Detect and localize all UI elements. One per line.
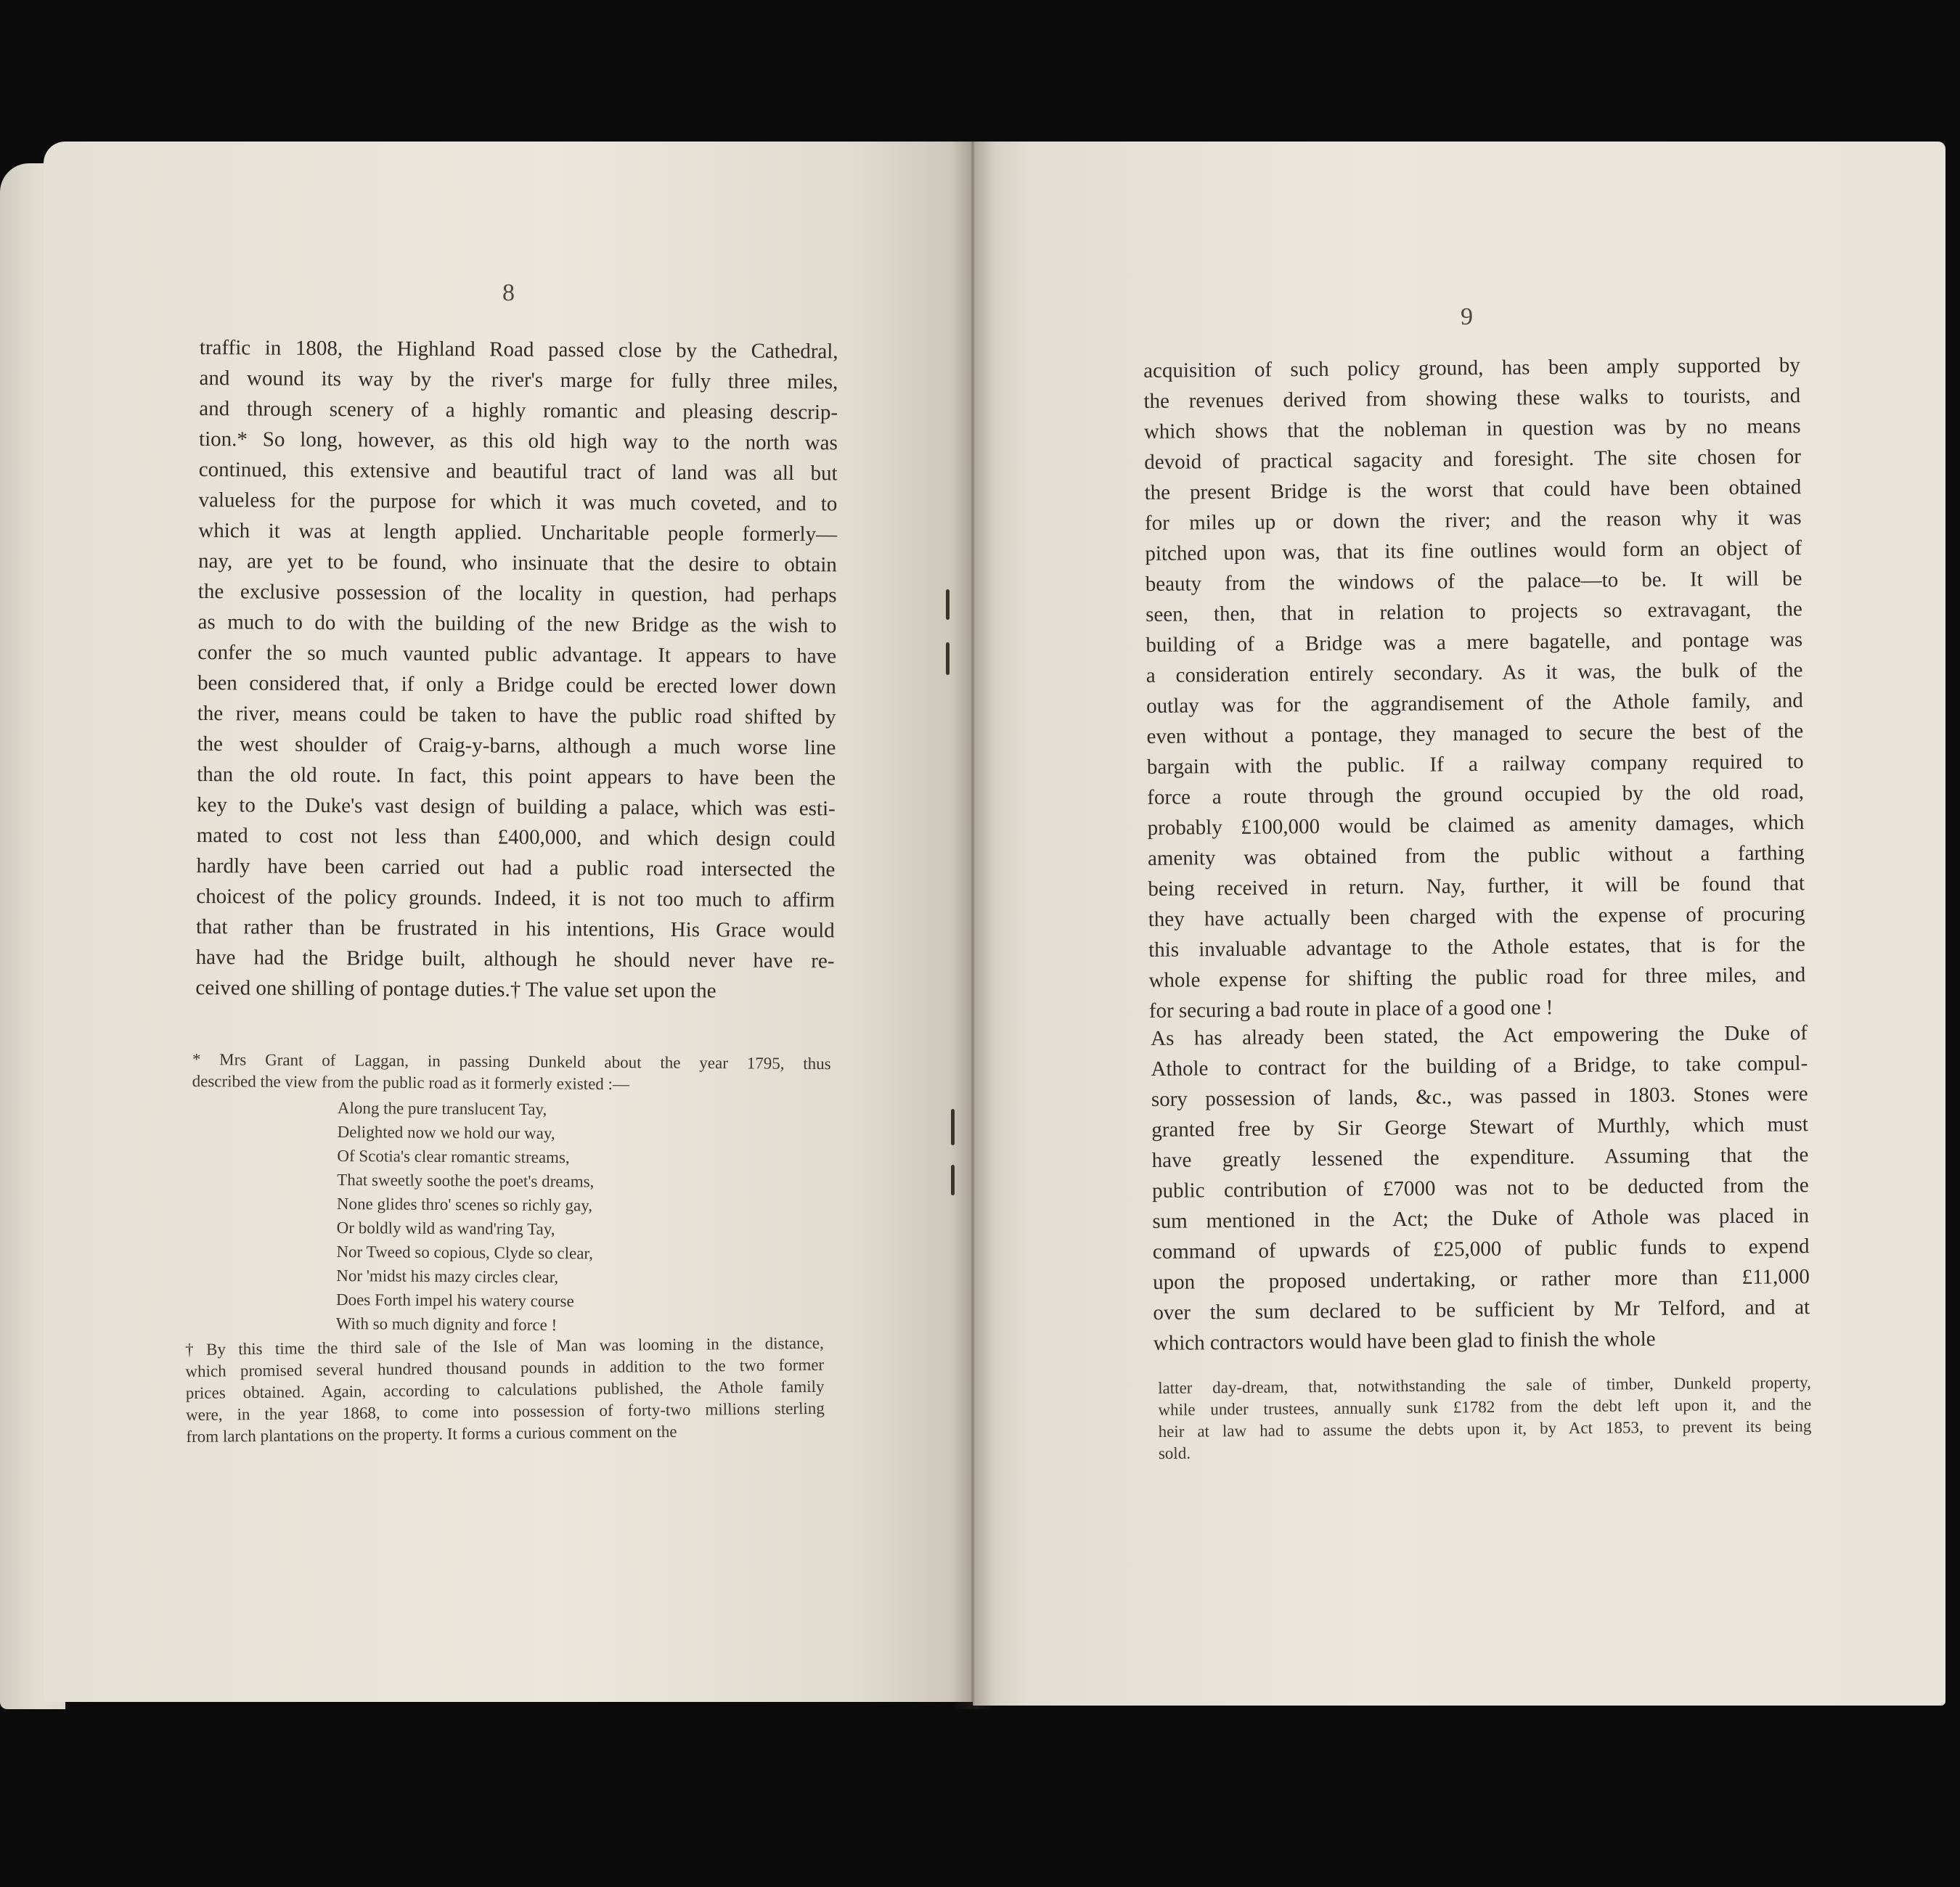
poem-line: Nor Tweed so copious, Clyde so clear, <box>336 1242 594 1263</box>
text-line: whole expense for shifting the public road for three miles, and <box>1148 963 1806 992</box>
text-line: have greatly lessened the expenditure. Assuming that the <box>1151 1143 1809 1172</box>
text-line: the exclusive possession of the locality in question, had perhaps <box>197 579 837 607</box>
footnote-line: which promised several hundred thousand pounds in addition to the two former <box>185 1355 825 1380</box>
poem-line: Or boldly wild as wand'ring Tay, <box>336 1218 555 1239</box>
text-line: and through scenery of a highly romantic and pleasing descrip- <box>199 396 838 425</box>
poem-line: Delighted now we hold our way, <box>337 1122 555 1143</box>
footnote-line: * Mrs Grant of Laggan, in passing Dunkeld about the year 1795, thus <box>192 1050 831 1073</box>
footnote-line: while under trustees, annually sunk £1782 from the debt left upon it, and the <box>1158 1395 1812 1419</box>
text-line: public contribution of £7000 was not to be deducted from the <box>1151 1174 1809 1203</box>
text-line: the river, means could be taken to have the public road shifted by <box>197 701 836 729</box>
text-line: been considered that, if only a Bridge could be erected lower down <box>197 671 836 699</box>
text-line: confer the so much vaunted public advantage. It appears to have <box>197 640 837 668</box>
text-line: have had the Bridge built, although he should never have re- <box>195 945 835 973</box>
poem-line: Along the pure translucent Tay, <box>337 1098 547 1119</box>
poem-line: With so much dignity and force ! <box>335 1314 558 1335</box>
page-number-right: 9 <box>1461 303 1473 330</box>
right-footnote <box>1158 1372 1812 1465</box>
text-line: for miles up or down the river; and the reason why it was <box>1144 506 1802 535</box>
text-line: which it was at length applied. Uncharitable people formerly— <box>198 518 838 547</box>
text-line: bargain with the public. If a railway company required to <box>1146 750 1804 779</box>
text-line: As has already been stated, the Act empowering the Duke of <box>1151 1021 1808 1050</box>
text-line: over the sum declared to be sufficient by Mr Telford, and at <box>1153 1295 1810 1325</box>
text-line: choicest of the policy grounds. Indeed, it is not too much to affirm <box>196 884 836 912</box>
right-body-text-paragraph-2 <box>1151 1018 1810 1359</box>
text-line: command of upwards of £25,000 of public funds to expend <box>1152 1235 1810 1264</box>
text-line: acquisition of such policy ground, has been amply supported by <box>1143 353 1800 382</box>
poem-line: Nor 'midst his mazy circles clear, <box>336 1266 559 1287</box>
text-line: seen, then, that in relation to projects so extravagant, the <box>1145 597 1802 626</box>
binding-stitch <box>946 642 950 675</box>
page-number-left: 8 <box>502 279 515 306</box>
text-line: being received in return. Nay, further, it will be found that <box>1148 872 1805 901</box>
text-line: tion.* So long, however, as this old high way to the north was <box>199 427 838 455</box>
text-line: the west shoulder of Craig-y-barns, although a much worse line <box>197 732 836 760</box>
text-line: force a route through the ground occupied by the old road, <box>1147 780 1805 809</box>
text-line: ceived one shilling of pontage duties.† The value set upon the <box>195 975 716 1003</box>
footnote-poem <box>336 1096 701 1338</box>
text-line: which shows that the nobleman in question was by no means <box>1143 414 1801 443</box>
text-line: granted free by Sir George Stewart of Murthly, which must <box>1151 1113 1809 1142</box>
footnote-line: heir at law had to assume the debts upon it, by Act 1853, to prevent its being <box>1158 1417 1812 1441</box>
text-line: building of a Bridge was a mere bagatelle, and pontage was <box>1146 628 1803 657</box>
text-line: mated to cost not less than £400,000, and which design could <box>196 823 836 851</box>
binding-stitch <box>946 589 950 620</box>
text-line: upon the proposed undertaking, or rather more than £11,000 <box>1152 1265 1810 1294</box>
footnote-line: prices obtained. Again, according to calculations published, the Athole family <box>185 1377 825 1402</box>
poem-line: That sweetly soothe the poet's dreams, <box>337 1170 595 1191</box>
text-line: for securing a bad route in place of a good one ! <box>1148 996 1553 1023</box>
left-footnote-dagger <box>185 1333 825 1448</box>
text-line: that rather than be frustrated in his intentions, His Grace would <box>195 914 835 943</box>
poem-line: Does Forth impel his watery course <box>335 1290 574 1311</box>
text-line: a consideration entirely secondary. As it was, the bulk of the <box>1146 658 1803 687</box>
footnote-line: sold. <box>1158 1444 1191 1462</box>
text-line: hardly have been carried out had a public road intersected the <box>196 854 836 882</box>
poem-line: Of Scotia's clear romantic streams, <box>337 1146 570 1167</box>
text-line: continued, this extensive and beautiful tract of land was all but <box>198 457 838 486</box>
footnote-line: from larch plantations on the property. It forms a curious comment on the <box>186 1422 677 1446</box>
text-line: pitched upon was, that its fine outlines would form an object of <box>1145 536 1802 565</box>
text-line: key to the Duke's vast design of building a palace, which was esti- <box>196 793 836 821</box>
poem-line: None glides thro' scenes so richly gay, <box>336 1194 593 1215</box>
text-line: Athole to contract for the building of a Bridge, to take compul- <box>1151 1052 1808 1081</box>
left-footnote-star <box>192 1049 831 1097</box>
text-line: the revenues derived from showing these walks to tourists, and <box>1143 384 1801 413</box>
text-line: devoid of practical sagacity and foresight. The site chosen for <box>1144 445 1802 474</box>
text-line: sum mentioned in the Act; the Duke of Athole was placed in <box>1152 1204 1810 1233</box>
text-line: traffic in 1808, the Highland Road passed close by the Cathedral, <box>199 335 838 364</box>
text-line: and wound its way by the river's marge for fully three miles, <box>199 366 838 394</box>
footnote-line: latter day-dream, that, notwithstanding the sale of timber, Dunkeld property, <box>1158 1373 1811 1397</box>
text-line: as much to do with the building of the new Bridge as the wish to <box>197 610 837 638</box>
text-line: sory possession of lands, &c., was passed in 1803. Stones were <box>1151 1082 1808 1111</box>
text-line: which contractors would have been glad to finish the whole <box>1153 1327 1656 1355</box>
footnote-line: † By this time the third sale of the Isle of Man was looming in the distance, <box>185 1333 824 1359</box>
text-line: valueless for the purpose for which it was much coveted, and to <box>198 488 838 516</box>
text-line: probably £100,000 would be claimed as amenity damages, which <box>1147 811 1805 840</box>
text-line: than the old route. In fact, this point appears to have been the <box>197 762 836 790</box>
text-line: the present Bridge is the worst that could have been obtained <box>1144 475 1802 504</box>
binding-stitch <box>951 1165 955 1195</box>
text-line: beauty from the windows of the palace—to be. It will be <box>1145 567 1802 596</box>
text-line: they have actually been charged with the expense of procuring <box>1148 902 1805 931</box>
footnote-line: described the view from the public road as it formerly existed :— <box>192 1071 630 1094</box>
text-line: even without a pontage, they managed to secure the best of the <box>1146 719 1804 748</box>
text-line: outlay was for the aggrandisement of the Athole family, and <box>1146 689 1803 718</box>
footnote-line: were, in the year 1868, to come into possession of forty-two millions sterling <box>185 1399 825 1424</box>
text-line: this invaluable advantage to the Athole estates, that is for the <box>1148 933 1805 962</box>
text-line: nay, are yet to be found, who insinuate that the desire to obtain <box>197 549 837 577</box>
binding-stitch <box>951 1109 955 1145</box>
right-body-text <box>1143 350 1806 1026</box>
book-gutter <box>951 142 995 1709</box>
text-line: amenity was obtained from the public without a farthing <box>1147 841 1805 870</box>
left-body-text <box>195 332 838 1007</box>
